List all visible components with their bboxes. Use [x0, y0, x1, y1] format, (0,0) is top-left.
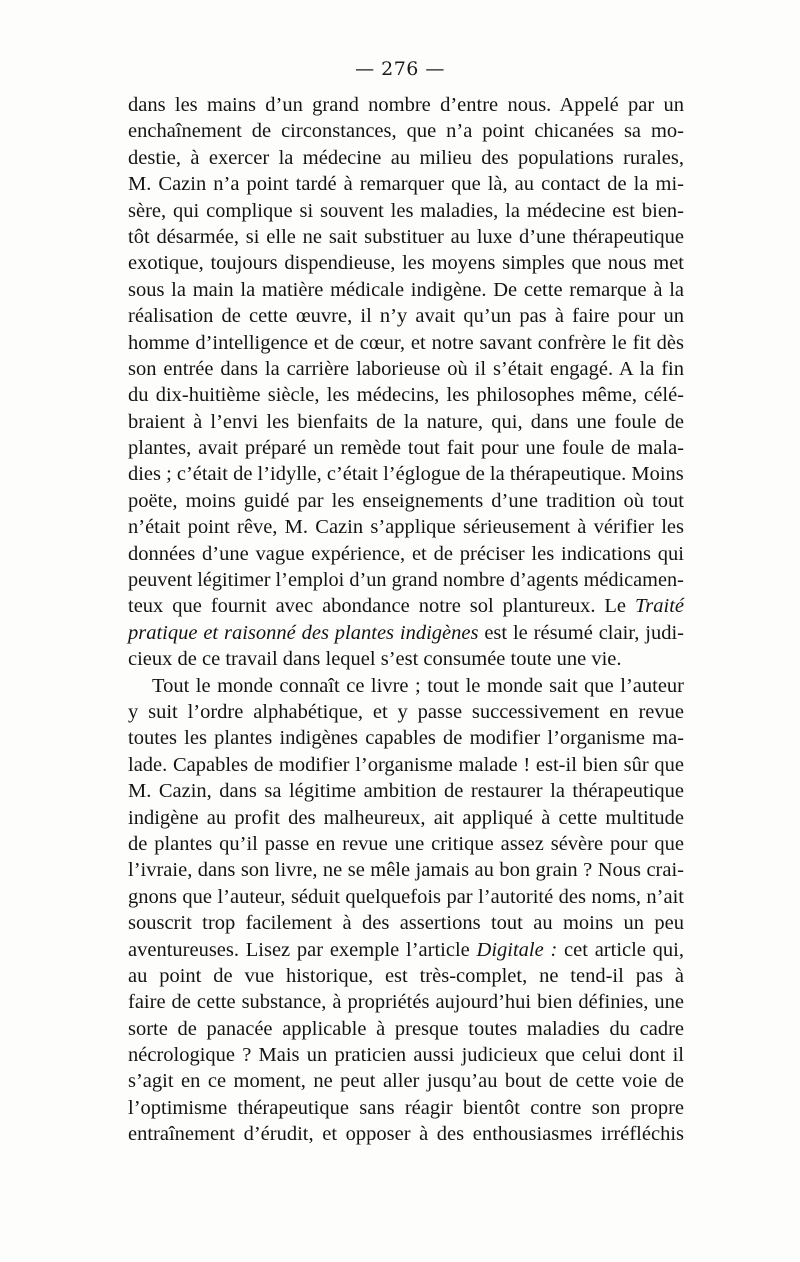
body-text: [128, 92, 684, 1148]
text-line: n’était point rêve, M. Cazin s’applique sérieusement à vérifier les: [128, 516, 684, 539]
text-line: faire de cette substance, à propriétés aujourd’hui bien définies, une: [128, 991, 684, 1014]
text-line: au point de vue historique, est très-complet, ne tend-il pas à: [128, 964, 684, 987]
italic-title: Traité: [635, 595, 684, 618]
text-run: est le résumé clair, judi-: [478, 621, 685, 644]
text-line: M. Cazin, dans sa légitime ambition de restaurer la thérapeutique: [128, 780, 684, 803]
text-line: tôt désarmée, si elle ne sait substituer au luxe d’une thérapeutique: [128, 225, 684, 248]
text-line: réalisation de cette œuvre, il n’y avait qu’un pas à faire pour un: [128, 305, 684, 328]
text-line: dies ; c’était de l’idylle, c’était l’églogue de la thérapeutique. Moins: [128, 463, 684, 486]
text-line: poëte, moins guidé par les enseignements d’une tradition où tout: [128, 489, 684, 512]
text-line: y suit l’ordre alphabétique, et y passe successivement en revue: [128, 700, 684, 723]
text-line: s’agit en ce moment, ne peut aller jusqu’au bout de cette voie de: [128, 1070, 684, 1093]
text-line: dans les mains d’un grand nombre d’entre nous. Appelé par un: [128, 94, 684, 116]
page-number: — 276 —: [355, 58, 445, 80]
text-line: cieux de ce travail dans lequel s’est consumée toute une vie.: [128, 648, 622, 671]
text-line: nécrologique ? Mais un praticien aussi judicieux que celui dont il: [128, 1044, 684, 1067]
text-line: de plantes qu’il passe en revue une critique assez sévère pour que: [128, 832, 684, 855]
text-line: lade. Capables de modifier l’organisme malade ! est-il bien sûr que: [128, 753, 684, 776]
text-run: teux que fournit avec abondance notre sol plantureux. Le: [128, 595, 635, 618]
text-line: peuvent légitimer l’emploi d’un grand nombre d’agents médicamen-: [128, 569, 684, 592]
text-line: Tout le monde connaît ce livre ; tout le monde sait que l’auteur: [152, 674, 684, 697]
text-line: du dix-huitième siècle, les médecins, les philosophes même, célé-: [128, 384, 684, 407]
text-line: entraînement d’érudit, et opposer à des enthousiasmes irréfléchis: [128, 1123, 684, 1146]
text-line: destie, à exercer la médecine au milieu des populations rurales,: [128, 146, 684, 169]
text-line: toutes les plantes indigènes capables de modifier l’organisme ma-: [128, 727, 684, 750]
text-line: [128, 620, 684, 646]
text-line: l’optimisme thérapeutique sans réagir bientôt contre son propre: [128, 1096, 684, 1119]
text-line: homme d’intelligence et de cœur, et notre savant confrère le fit dès: [128, 331, 684, 354]
text-line: souscrit trop facilement à des assertions tout au moins un peu: [128, 912, 684, 935]
text-line: M. Cazin n’a point tardé à remarquer que là, au contact de la mi-: [128, 173, 684, 196]
text-line: gnons que l’auteur, séduit quelquefois par l’autorité des noms, n’ait: [128, 885, 684, 908]
text-line: sous la main la matière médicale indigène. De cette remarque à la: [128, 278, 684, 301]
italic-title: pratique et raisonné des plantes indigènes: [128, 621, 479, 644]
text-line: indigène au profit des malheureux, ait appliqué à cette multitude: [128, 806, 684, 829]
text-line: sorte de panacée applicable à presque toutes maladies du cadre: [128, 1017, 684, 1040]
text-line: enchaînement de circonstances, que n’a point chicanées sa mo-: [128, 120, 684, 143]
italic-title: Digitale :: [476, 938, 558, 961]
text-line: [128, 593, 684, 619]
text-line: son entrée dans la carrière laborieuse où il s’était engagé. A la fin: [128, 357, 684, 380]
text-line: exotique, toujours dispendieuse, les moyens simples que nous met: [128, 252, 684, 275]
text-run: aventureuses. Lisez par exemple l’article: [128, 938, 477, 961]
text-line: données d’une vague expérience, et de préciser les indications qui: [128, 542, 684, 565]
text-line: l’ivraie, dans son livre, ne se mêle jamais au bon grain ? Nous crai-: [128, 859, 684, 882]
text-line: [128, 937, 684, 963]
text-line: braient à l’envi les bienfaits de la nature, qui, dans une foule de: [128, 410, 684, 433]
text-line: plantes, avait préparé un remède tout fait pour une foule de mala-: [128, 437, 684, 460]
text-run: cet article qui,: [557, 938, 684, 961]
text-line: sère, qui complique si souvent les maladies, la médecine est bien-: [128, 199, 684, 222]
